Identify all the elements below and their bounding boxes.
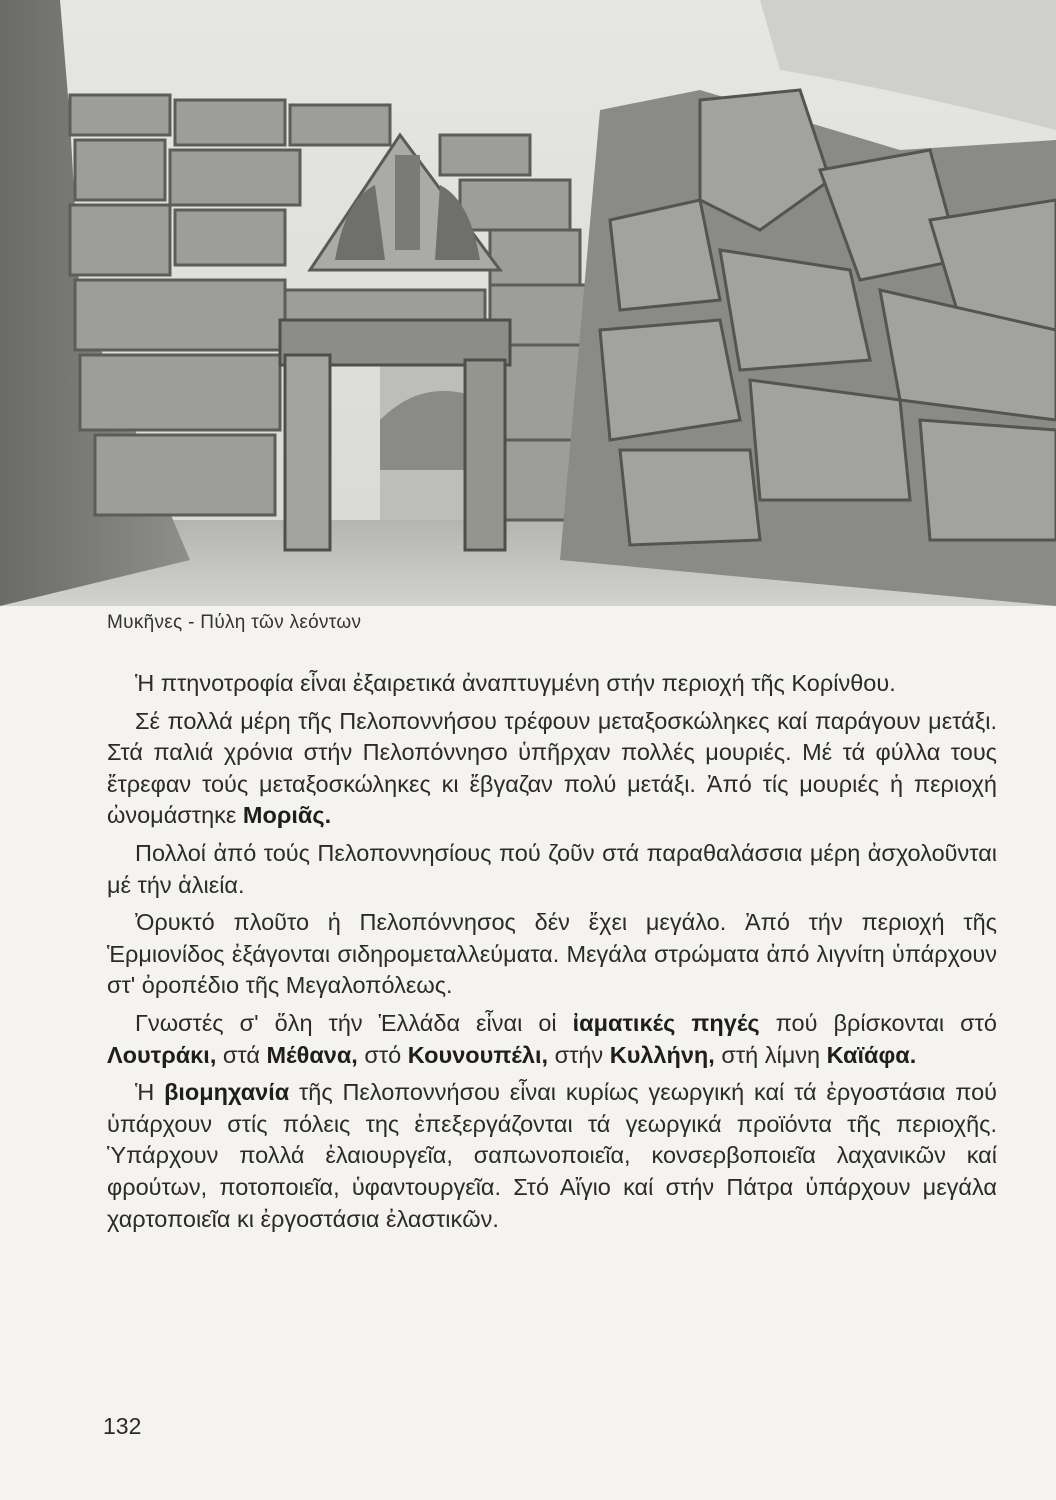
photo-caption: Μυκῆνες - Πύλη τῶν λεόντων — [107, 612, 362, 633]
text-run: στό — [357, 1041, 408, 1068]
paragraph — [107, 706, 997, 832]
text-run: στή λίμνη — [714, 1041, 827, 1068]
bold-term: Μοριᾶς. — [242, 802, 332, 829]
bold-term: Καϊάφα. — [826, 1041, 917, 1068]
lion-gate-photograph — [0, 0, 1056, 606]
text-run: Σέ πολλά μέρη τῆς Πελοποννήσου τρέφουν μεταξοσκώληκες καί παράγουν μετάξι. Στά παλιά χρόνια στήν Πελοπόννησο ὑπῆρχαν πολλές μουριές. Μέ τά φύλλα τους ἔτρεφαν τούς μεταξοσκώληκες κι ἔβγαζαν πολύ μετάξι. Ἀπό τίς μουριές ἡ περιοχή ὠνομάστηκε — [107, 707, 997, 829]
text-run: Γνωστές σ' ὅλη τήν Ἑλλάδα εἶναι οἱ — [135, 1009, 573, 1036]
bold-term: Κυλλήνη, — [609, 1041, 715, 1068]
paragraph — [107, 1008, 997, 1071]
text-run: πού βρίσκονται στό — [759, 1009, 997, 1036]
paragraph — [107, 838, 997, 901]
bold-term: Κουνουπέλι, — [407, 1041, 549, 1068]
bold-term: Μέθανα, — [266, 1041, 358, 1068]
bold-term: ἰαματικές πηγές — [572, 1009, 760, 1036]
paragraph — [107, 1077, 997, 1235]
paragraph — [107, 668, 997, 700]
text-run: Ἡ — [135, 1079, 165, 1106]
body-text — [107, 668, 997, 1241]
text-run: Ὀρυκτό πλοῦτο ἡ Πελοπόννησος δέν ἔχει μεγάλο. Ἀπό τήν περιοχή τῆς Ἑρμιονίδος ἐξάγονται σιδηρομεταλλεύματα. Μεγάλα στρώματα ἀπό λιγνίτη ὑπάρχουν στ' ὀροπέδιο τῆς Μεγαλοπόλεως. — [107, 909, 997, 999]
text-run: στήν — [548, 1041, 610, 1068]
page-number: 132 — [103, 1413, 142, 1439]
bold-term: βιομηχανία — [164, 1079, 290, 1106]
bold-term: Λουτράκι, — [107, 1041, 217, 1068]
text-run: στά — [216, 1041, 267, 1068]
text-run: Πολλοί ἀπό τούς Πελοποννησίους πού ζοῦν στά παραθαλάσσια μέρη ἀσχολοῦνται μέ τήν ἁλιεία. — [107, 839, 997, 898]
text-run: τῆς Πελοποννήσου εἶναι κυρίως γεωργική καί τά ἐργοστάσια πού ὑπάρχουν στίς πόλεις της ἐπεξεργάζονται τά γεωργικά προϊόντα τῆς περιοχῆς. Ὑπάρχουν πολλά ἐλαιουργεῖα, σαπωνοποιεῖα, κονσερβοποιεῖα λαχανικῶν καί φρούτων, ποτοποιεῖα, ὑφαντουργεῖα. Στό Αἴγιο καί στήν Πάτρα ὑπάρχουν μεγάλα χαρτοποιεῖα κι ἐργοστάσια ἐλαστικῶν. — [107, 1079, 998, 1232]
paragraph — [107, 907, 997, 1002]
text-run: Ἡ πτηνοτροφία εἶναι ἐξαιρετικά ἀναπτυγμένη στήν περιοχή τῆς Κορίνθου. — [135, 670, 896, 696]
